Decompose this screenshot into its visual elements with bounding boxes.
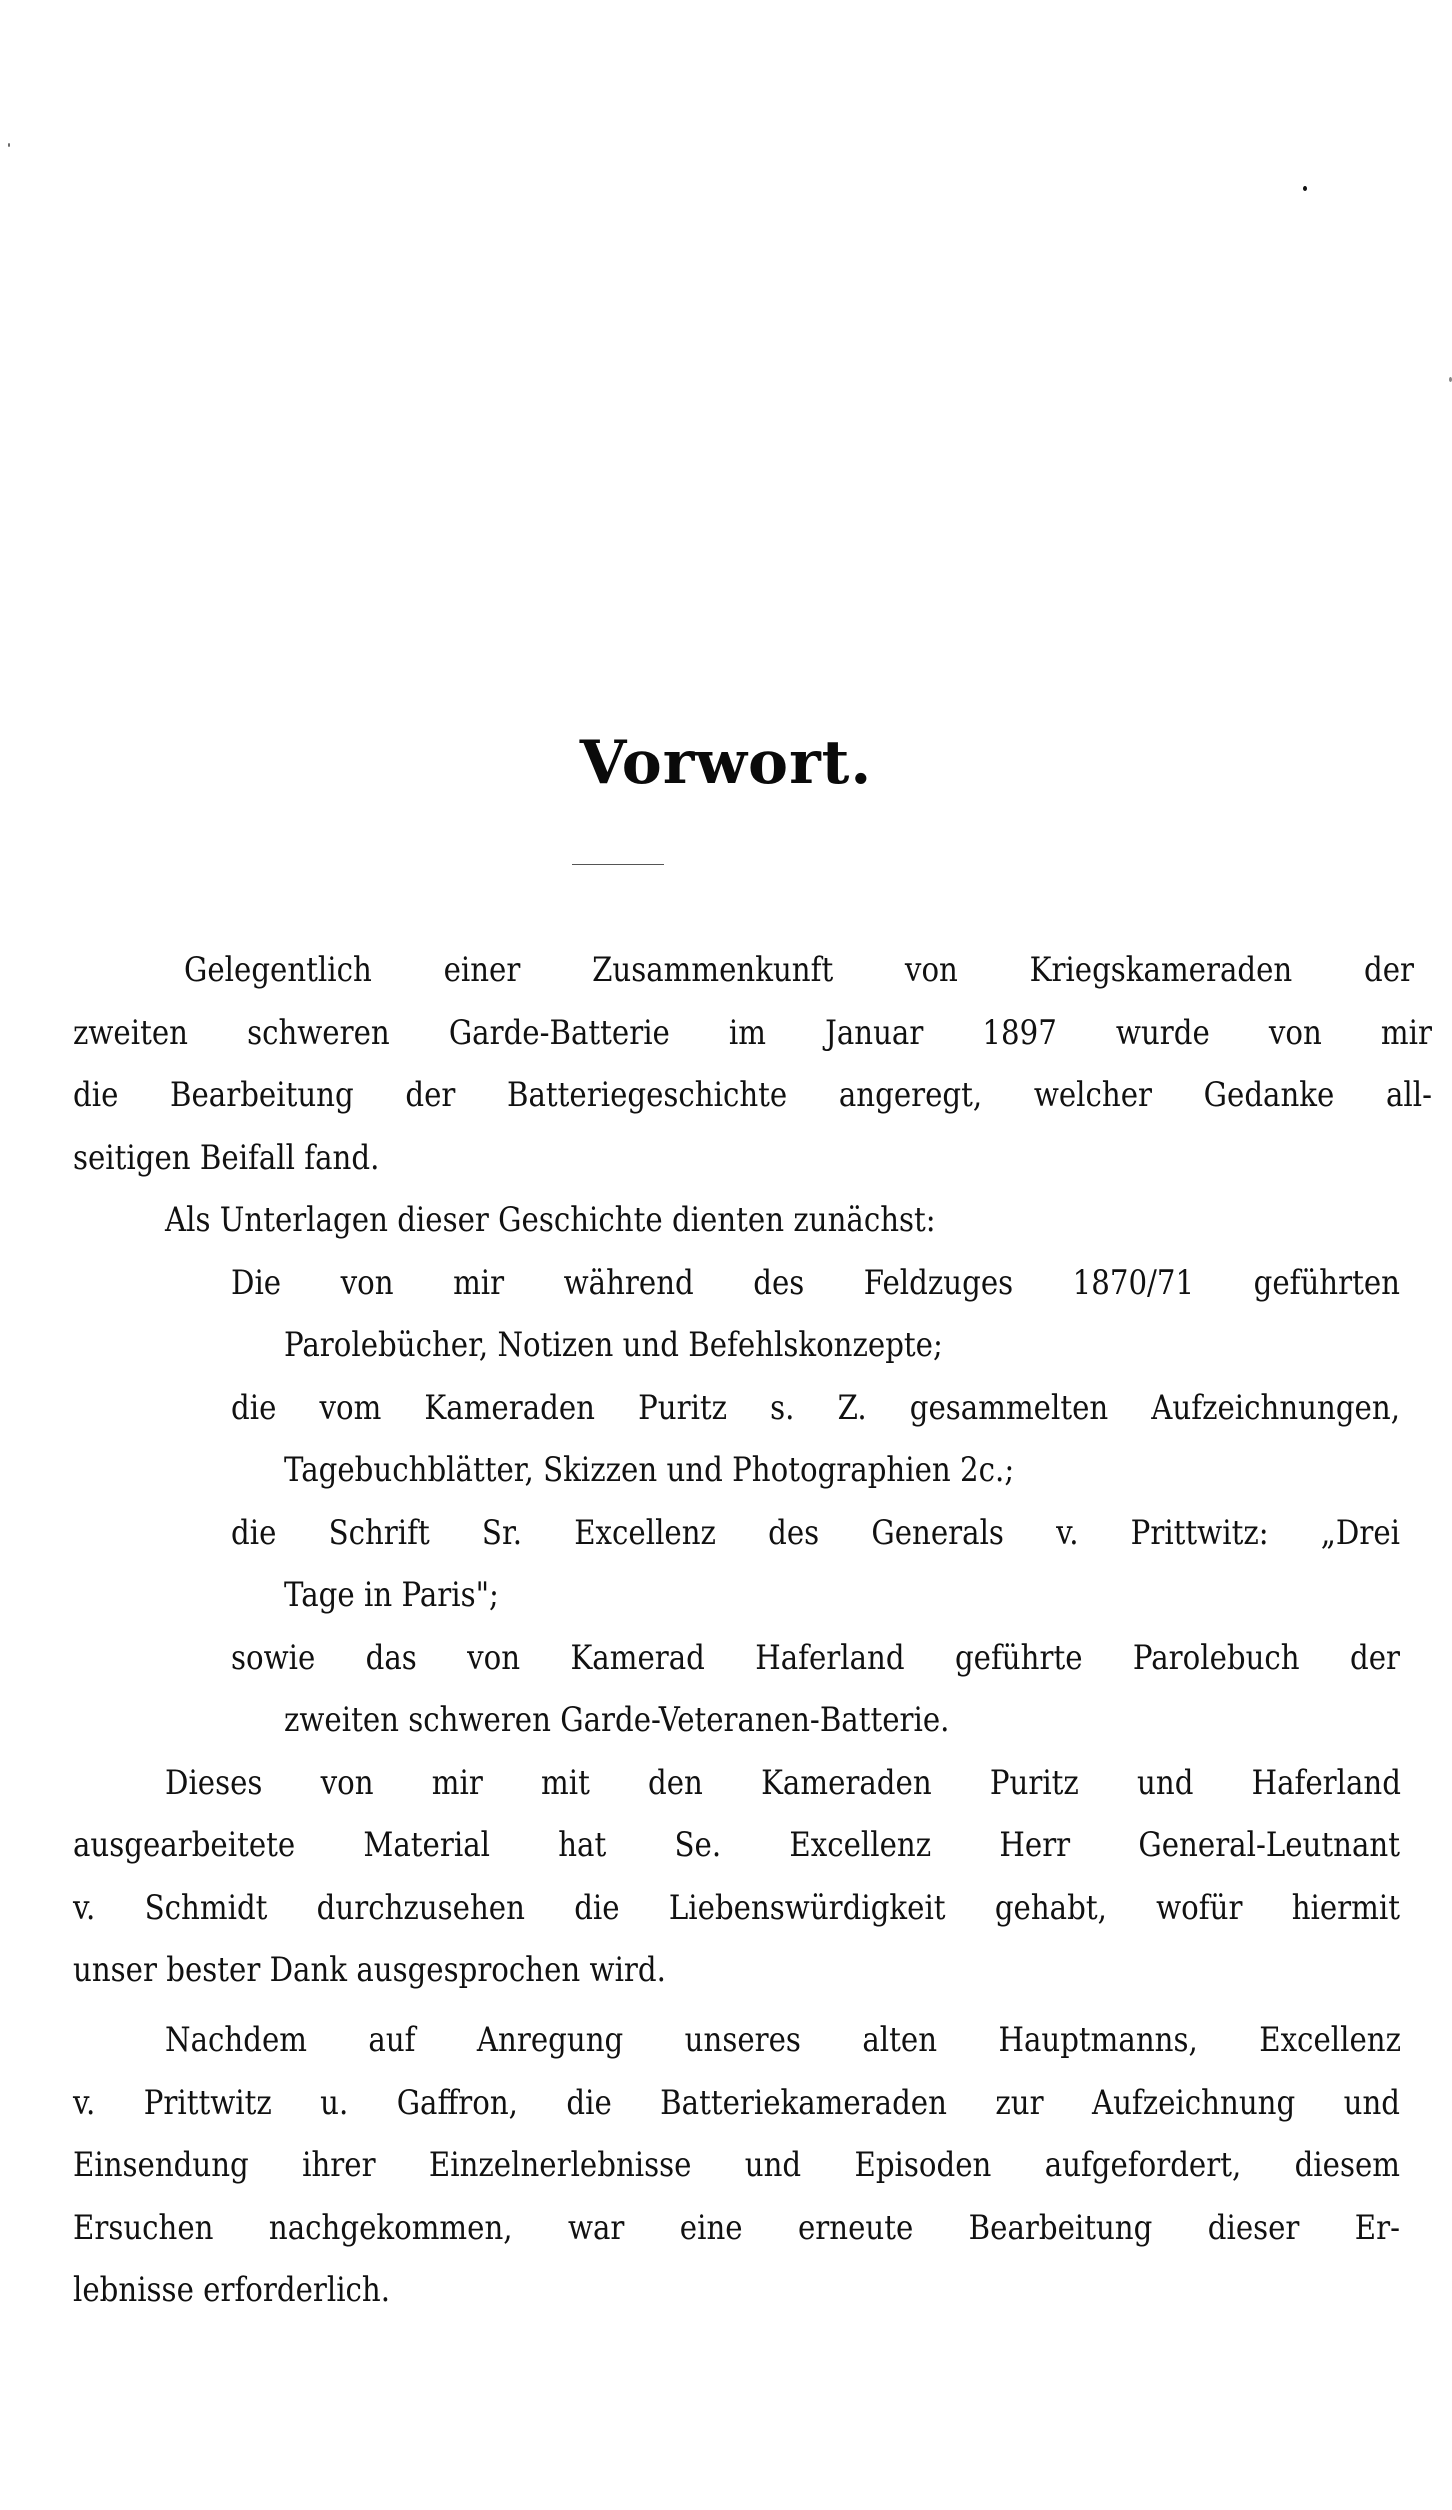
page-title: Vorwort. — [579, 728, 873, 798]
list-item-line: die Schrift Sr. Excellenz des Generals v. Prittwitz: „Drei — [231, 1513, 1400, 1553]
text-line: seitigen Beifall fand. — [73, 1138, 380, 1178]
list-item-line: zweiten schweren Garde-Veteranen-Batterie. — [284, 1700, 950, 1740]
text-line: Einsendung ihrer Einzelnerlebnisse und Episoden aufgefordert, diesem — [73, 2145, 1400, 2185]
list-item-line: Parolebücher, Notizen und Befehlskonzepte; — [284, 1325, 943, 1365]
text-line: zweiten schweren Garde-Batterie im Januar 1897 wurde von mir — [73, 1013, 1432, 1053]
list-item-line: Die von mir während des Feldzuges 1870/71 geführten — [231, 1263, 1400, 1303]
text-line: lebnisse erforderlich. — [73, 2270, 391, 2310]
list-item-line: Tagebuchblätter, Skizzen und Photographien 2c.; — [284, 1450, 1015, 1490]
text-line: v. Prittwitz u. Gaffron, die Batteriekameraden zur Aufzeichnung und — [73, 2083, 1400, 2123]
text-line: die Bearbeitung der Batteriegeschichte angeregt, welcher Gedanke all- — [73, 1075, 1432, 1115]
list-item-line: die vom Kameraden Puritz s. Z. gesammelten Aufzeichnungen, — [231, 1388, 1400, 1428]
text-line: Als Unterlagen dieser Geschichte dienten zunächst: — [165, 1200, 936, 1240]
text-line: Nachdem auf Anregung unseres alten Hauptmanns, Excellenz — [165, 2020, 1401, 2060]
text-line: Ersuchen nachgekommen, war eine erneute Bearbeitung dieser Er- — [73, 2208, 1400, 2248]
title-divider — [572, 864, 664, 865]
text-line: unser bester Dank ausgesprochen wird. — [73, 1950, 666, 1990]
scan-speck — [8, 143, 10, 147]
text-line: v. Schmidt durchzusehen die Liebenswürdigkeit gehabt, wofür hiermit — [73, 1888, 1400, 1928]
list-item-line: sowie das von Kamerad Haferland geführte Parolebuch der — [231, 1638, 1400, 1678]
text-line: Gelegentlich einer Zusammenkunft von Kriegskameraden der — [184, 950, 1414, 990]
scan-speck — [1303, 186, 1307, 191]
text-line: Dieses von mir mit den Kameraden Puritz und Haferland — [165, 1763, 1401, 1803]
list-item-line: Tage in Paris"; — [284, 1575, 499, 1615]
text-line: ausgearbeitete Material hat Se. Excellenz Herr General-Leutnant — [73, 1825, 1400, 1865]
